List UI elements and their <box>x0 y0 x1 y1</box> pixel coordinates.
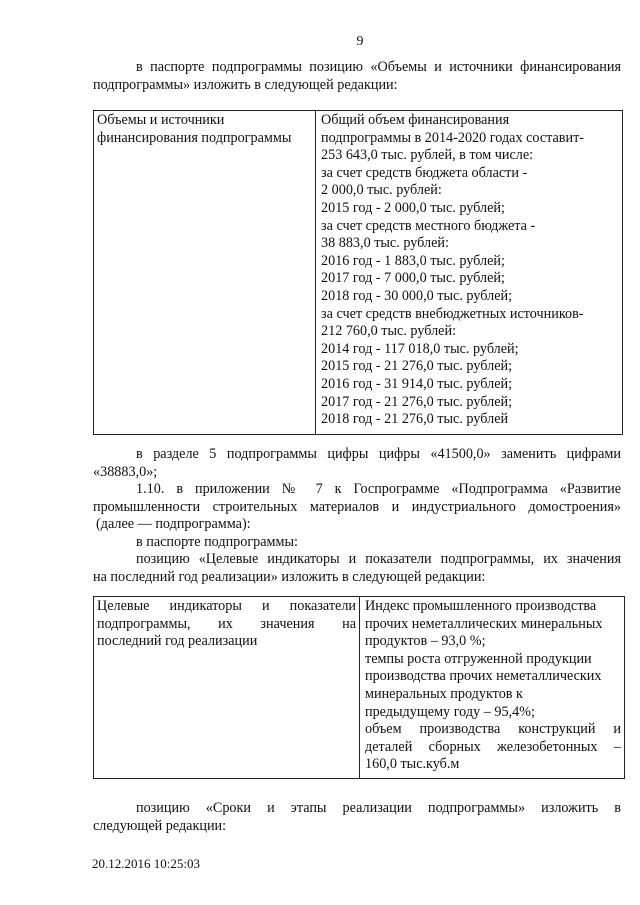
cell-line: 2016 год - 31 914,0 тыс. рублей; <box>321 375 513 392</box>
item-1-10-paragraph <box>93 481 621 534</box>
cell-line: подпрограммы, их значения на <box>97 615 356 632</box>
terms-paragraph <box>93 800 621 835</box>
intro-paragraph <box>93 59 621 94</box>
cell-line: 2015 год - 21 276,0 тыс. рублей; <box>321 358 513 375</box>
cell-line: финансирования подпрограммы <box>97 129 292 146</box>
cell-line: 2017 год - 21 276,0 тыс. рублей; <box>321 393 513 410</box>
item-1-10-line-2: промышленности строительных материалов и индустриального домостроения» <box>93 498 621 515</box>
cell-line: производства прочих неметаллических <box>365 668 602 685</box>
cell-line: 2016 год - 1 883,0 тыс. рублей; <box>321 252 505 269</box>
cell-line: 2017 год - 7 000,0 тыс. рублей; <box>321 270 505 287</box>
financing-value-cell <box>316 111 623 435</box>
indicators-table <box>93 596 625 779</box>
intro-line-2: подпрограммы» изложить в следующей редакции: <box>93 76 398 93</box>
intro-line-1: в паспорте подпрограммы позицию «Объемы и источники финансирования <box>136 59 621 75</box>
cell-line: продуктов – 93,0 %; <box>365 633 486 650</box>
cell-line: деталей сборных железобетонных – <box>365 738 621 755</box>
footer-timestamp: 20.12.2016 10:25:03 <box>92 856 200 871</box>
cell-line: Объемы и источники <box>97 112 225 128</box>
terms-line-2: следующей редакции: <box>93 817 227 834</box>
cell-line: 2018 год - 21 276,0 тыс. рублей <box>321 411 509 428</box>
section5-paragraph <box>93 446 621 481</box>
cell-line: темпы роста отгруженной продукции <box>365 650 592 667</box>
cell-line: 2 000,0 тыс. рублей: <box>321 182 442 199</box>
section5-line-2: «38883,0»; <box>93 463 158 480</box>
cell-line: 38 883,0 тыс. рублей: <box>321 235 449 252</box>
cell-line: 253 643,0 тыс. рублей, в том числе: <box>321 147 534 164</box>
item-1-10-line-1: 1.10. в приложении № 7 к Госпрограмме «Подпрограмма «Развитие <box>136 481 621 497</box>
page-number: 9 <box>356 34 364 49</box>
financing-table <box>93 110 623 435</box>
cell-line: 212 760,0 тыс. рублей: <box>321 323 457 340</box>
cell-line: Целевые индикаторы и показатели <box>97 598 356 614</box>
cell-line: прочих неметаллических минеральных <box>365 615 603 632</box>
passport-line: в паспорте подпрограммы: <box>136 534 298 550</box>
item-1-10-line-3: (далее — подпрограмма): <box>96 516 251 533</box>
cell-line: последний год реализации <box>97 633 258 650</box>
indicators-label-cell <box>94 597 360 779</box>
cell-line: Общий объем финансирования <box>321 112 510 128</box>
cell-line: 2018 год - 30 000,0 тыс. рублей; <box>321 287 513 304</box>
indicators-line-2: на последний год реализации» изложить в следующей редакции: <box>93 568 486 585</box>
cell-line: 160,0 тыс.куб.м <box>365 756 460 773</box>
cell-line: за счет средств внебюджетных источников- <box>321 305 584 322</box>
indicators-value-cell <box>360 597 625 779</box>
cell-line: за счет средств местного бюджета - <box>321 217 536 234</box>
section5-line-1: в разделе 5 подпрограммы цифры цифры «41500,0» заменить цифрами <box>136 446 621 462</box>
cell-line: подпрограммы в 2014-2020 годах составит- <box>321 129 585 146</box>
cell-line: за счет средств бюджета области - <box>321 164 528 181</box>
table-row <box>94 597 625 779</box>
table-row <box>94 111 623 435</box>
cell-line: предыдущему году – 95,4%; <box>365 703 535 720</box>
indicators-paragraph <box>93 551 621 586</box>
cell-line: минеральных продуктов к <box>365 685 523 702</box>
terms-line-1: позицию «Сроки и этапы реализации подпрограммы» изложить в <box>136 800 621 816</box>
cell-line: 2015 год - 2 000,0 тыс. рублей; <box>321 199 505 216</box>
financing-label-cell <box>94 111 316 435</box>
cell-line: объем производства конструкций и <box>365 721 621 738</box>
passport-paragraph <box>93 534 621 552</box>
indicators-line-1: позицию «Целевые индикаторы и показатели подпрограммы, их значения <box>136 551 621 567</box>
cell-line: Индекс промышленного производства <box>365 598 597 614</box>
cell-line: 2014 год - 117 018,0 тыс. рублей; <box>321 340 519 357</box>
